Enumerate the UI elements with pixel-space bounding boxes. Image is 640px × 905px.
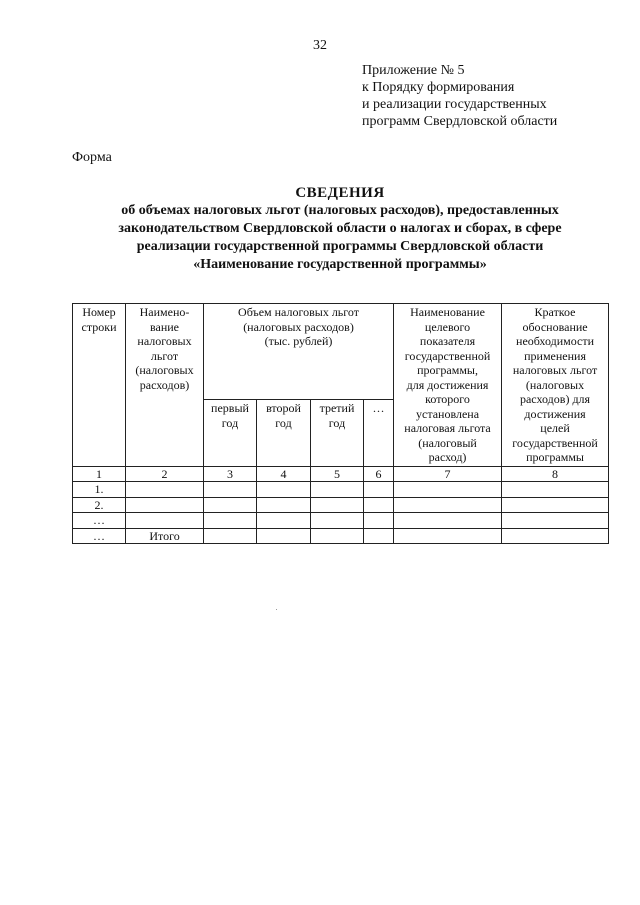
row-name [126,513,204,529]
header-target-indicator: Наименование целевого показателя государственной программы, для достижения которого установлена налоговая льгота (налоговый расход) [394,304,502,467]
header-volume: Объем налоговых льгот (налоговых расходов) (тыс. рублей) [204,304,394,400]
document-title [60,184,620,274]
row-number: 2. [73,497,126,513]
page-number: 32 [313,38,327,53]
column-number: 6 [364,466,394,482]
tax-benefits-table [72,303,609,544]
scan-speck [276,609,277,610]
column-number: 2 [126,466,204,482]
header-more-years: … [364,400,394,466]
row-number: … [73,528,126,544]
row-name [126,497,204,513]
title-main: СВЕДЕНИЯ [295,185,385,201]
column-number: 7 [394,466,502,482]
header-third-year: третий год [311,400,364,466]
column-number: 3 [204,466,257,482]
appendix-line: программ Свердловской области [362,114,558,129]
table-row [73,497,609,513]
table-row [73,513,609,529]
column-number: 1 [73,466,126,482]
table-row-total [73,528,609,544]
title-line: законодательством Свердловской области о налогах и сборах, в сфере [118,221,562,236]
title-line: об объемах налоговых льгот (налоговых расходов), предоставленных [121,203,559,218]
header-benefit-name: Наимено- вание налоговых льгот (налоговых расходов) [126,304,204,467]
row-number: … [73,513,126,529]
appendix-line: и реализации государственных [362,97,547,112]
column-number: 4 [257,466,311,482]
appendix-note [362,62,557,130]
appendix-line: к Порядку формирования [362,80,515,95]
column-number: 5 [311,466,364,482]
appendix-line: Приложение № 5 [362,63,465,78]
title-line: «Наименование государственной программы» [193,257,487,272]
header-justification: Краткое обоснование необходимости применения налоговых льгот (налоговых расходов) для достижения целей государственной программы [502,304,609,467]
header-row-number: Номер строки [73,304,126,467]
header-second-year: второй год [257,400,311,466]
form-label: Форма [72,150,112,165]
title-line: реализации государственной программы Свердловской области [136,239,544,254]
column-number: 8 [502,466,609,482]
table-row [73,482,609,498]
row-name: Итого [126,528,204,544]
row-number: 1. [73,482,126,498]
row-name [126,482,204,498]
header-first-year: первый год [204,400,257,466]
